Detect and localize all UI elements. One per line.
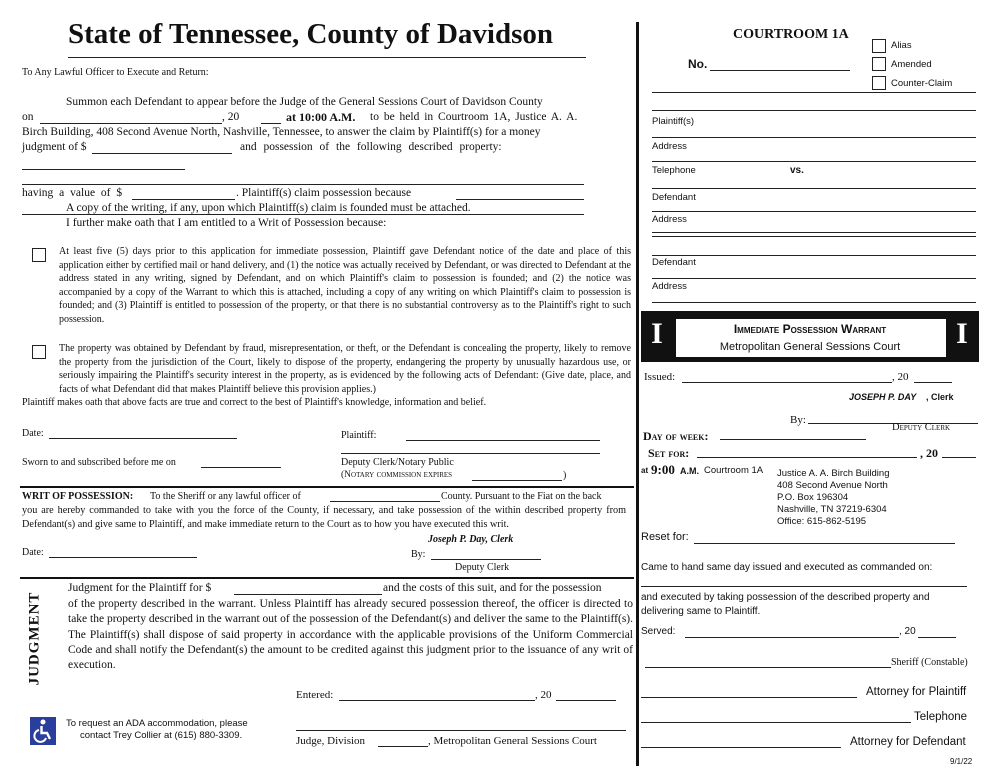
issued-year: , 20 (892, 371, 909, 383)
writ-by-label: By: (411, 549, 426, 560)
plaintiff-telephone-label: Telephone (652, 165, 696, 176)
courtroom-small: Courtroom 1A (704, 465, 764, 476)
served-year: , 20 (899, 626, 916, 637)
counter-claim-label: Counter-Claim (891, 78, 953, 89)
defendant1-address-field[interactable] (652, 232, 976, 233)
summons-line3: Birch Building, 408 Second Avenue North, Nashville, Tennessee, to answer the claim by Plaintiff(s) for a money (22, 126, 541, 138)
claim-because-label: . Plaintiff(s) claim possession because (236, 187, 412, 199)
came-to-hand-text: Came to hand same day issued and executed as commanded on: (641, 562, 933, 573)
writ-intro: To the Sheriff or any lawful officer of (150, 491, 301, 502)
writ-body: you are hereby commanded to take with you the force of the County, if necessary, and take possession of the within described property from Defendant(s) and give same to Plaintiff, and make immediate return to the Court as to how you have executed this writ. (22, 505, 626, 530)
possession-text: and possession of the following described property: (240, 141, 502, 153)
option1-text: At least five (5) days prior to this application for immediate possession, Plaintiff gave Defendant notice of the date and place of this application either by certified mail or hand delivery, and (1) the notice was actually received by Defendant, or was directed to Defendant at the address stated in any writing, signed by Defendant, and on which Plaintiff's claim to possession is founded; and (2) the notice was accompanied by a copy of the Warrant to which this is attached, including a copy of any writing on which Plaintiff's claim to possession is founded; and (3) Plaintiff is entitled to possession of the property, or that there is no substantial controversy as to the Plaintiff's right to such possession. (59, 246, 631, 325)
plaintiff-address-field[interactable] (652, 161, 976, 162)
warrant-court: Metropolitan General Sessions Court (719, 341, 901, 353)
property-value-field[interactable] (132, 199, 235, 200)
executed-by-text: and executed by taking possession of the described property and delivering same to Plaintiff. (641, 592, 930, 617)
court-address-line-4: Office: 615-862-5195 (777, 516, 867, 527)
defendant2-field[interactable] (652, 278, 976, 279)
defendant1-address-label: Address (652, 214, 687, 225)
sheriff-signature-field[interactable] (645, 667, 891, 668)
claim-reason-line-2[interactable] (22, 214, 584, 215)
court-address-line-0: Justice A. A. Birch Building (777, 468, 890, 479)
day-of-week-field[interactable] (720, 439, 866, 440)
alias-checkbox[interactable] (872, 39, 886, 53)
banner-letter-right: I (956, 317, 968, 350)
form-date: 9/1/22 (950, 757, 973, 766)
summons-on-label: on (22, 111, 34, 123)
money-judgment-field[interactable] (92, 153, 232, 154)
attorney-defendant-field[interactable] (641, 747, 841, 748)
writ-deputy-clerk: Deputy Clerk (455, 562, 510, 573)
judgment-of-label: judgment of $ (22, 141, 87, 153)
entered-year-field[interactable] (556, 700, 616, 701)
issued-label: Issued: (644, 371, 676, 383)
banner-letter-left: I (651, 317, 663, 350)
courtroom-heading: COURTROOM 1A (733, 27, 849, 42)
entered-date-field[interactable] (339, 700, 535, 701)
writing-copy-text: A copy of the writing, if any, upon which Plaintiff(s) claim is founded must be attached. (66, 202, 471, 214)
writ-bottom-rule (20, 577, 634, 579)
served-date-field[interactable] (685, 637, 899, 638)
writ-by-field[interactable] (431, 559, 541, 560)
judgment-side-label: JUDGMENT (26, 591, 43, 686)
court-label: , Metropolitan General Sessions Court (428, 735, 597, 747)
clerk-title: , Clerk (926, 392, 954, 402)
amended-checkbox[interactable] (872, 57, 886, 71)
clerk-name: JOSEPH P. DAY (849, 392, 917, 402)
claim-reason-field[interactable] (456, 199, 584, 200)
plaintiff-label: Plaintiff: (341, 430, 377, 441)
deputy-notary-label: Deputy Clerk/Notary Public (341, 457, 454, 468)
case-no-field[interactable] (710, 70, 850, 71)
telephone-field[interactable] (641, 722, 911, 723)
entered-year: , 20 (535, 689, 552, 701)
writ-heading: WRIT OF POSSESSION: (22, 491, 134, 502)
column-divider (636, 22, 639, 766)
issued-deputy-clerk: Deputy Clerk (892, 422, 951, 433)
writ-county-text: County. Pursuant to the Fiat on the back (441, 491, 602, 502)
writ-top-rule (20, 486, 634, 488)
attorney-plaintiff-field[interactable] (641, 697, 857, 698)
came-to-hand-field[interactable] (641, 586, 967, 587)
writ-date-field[interactable] (49, 557, 197, 558)
set-for-year-field[interactable] (942, 457, 976, 458)
sheriff-label: Sheriff (Constable) (891, 657, 968, 668)
party-rule-1 (652, 110, 976, 111)
writ-date-label: Date: (22, 547, 44, 558)
reset-for-label: Reset for: (641, 531, 689, 543)
writ-county-field[interactable] (330, 501, 440, 502)
date-label: Date: (22, 428, 44, 439)
property-line-1[interactable] (22, 169, 185, 170)
plaintiff-signature-field[interactable] (406, 440, 600, 441)
judge-signature-field[interactable] (296, 730, 626, 731)
set-for-label: Set for: (648, 446, 690, 460)
judgment-first: Judgment for the Plaintiff for $ (68, 582, 212, 594)
attorney-plaintiff-label: Attorney for Plaintiff (866, 686, 967, 698)
option2-text: The property was obtained by Defendant by fraud, misrepresentation, or theft, or the Defendant is concealing the property, likely to remove the property from the jurisdiction of the Court, likely to dispose of the property, endangering the property by unusually hazardous use, or seriously impairing the Plaintiff's security interest in the property, as is evidenced by the following acts of Defendant: (Give date, place, and facts of what Defendant did that makes Plaintiff believe this provision applies.) (59, 343, 631, 395)
notary-expires-field[interactable] (472, 480, 562, 481)
telephone-label: Telephone (914, 711, 968, 723)
notary-signature-field[interactable] (341, 453, 600, 454)
defendant2-label: Defendant (652, 257, 696, 268)
judgment-first-rest: and the costs of this suit, and for the possession (383, 582, 602, 594)
court-start-ampm: A.M. (680, 466, 699, 476)
attorney-defendant-label: Attorney for Defendant (850, 736, 966, 748)
warrant-title: Immediate Possession Warrant (733, 322, 887, 336)
sworn-label: Sworn to and subscribed before me on (22, 457, 176, 468)
day-of-week-label: Day of week: (643, 429, 709, 443)
court-time: at 10:00 A.M. (286, 110, 356, 124)
court-date-field[interactable] (40, 123, 222, 124)
set-for-field[interactable] (697, 457, 917, 458)
case-no-label: No. (688, 57, 708, 71)
plaintiff-party-field[interactable] (652, 137, 976, 138)
defendant1-label: Defendant (652, 192, 696, 203)
defendant1-address-field-2[interactable] (652, 236, 976, 237)
date-field[interactable] (49, 438, 237, 439)
page-title: State of Tennessee, County of Davidson (68, 18, 553, 50)
writ-clerk: Joseph P. Day, Clerk (428, 534, 514, 545)
entered-label: Entered: (296, 689, 334, 701)
value-of-label: having a value of $ (22, 187, 123, 199)
versus-label: vs. (790, 165, 804, 176)
plaintiff-address-label: Address (652, 141, 687, 152)
to-officer-text: To Any Lawful Officer to Execute and Return: (22, 67, 209, 78)
ada-line2: contact Trey Collier at (615) 880-3309. (80, 730, 243, 741)
summons-line1: Summon each Defendant to appear before the Judge of the General Sessions Court of Davidson County (66, 96, 543, 108)
defendant2-address-field[interactable] (652, 302, 976, 303)
division-field[interactable] (378, 746, 428, 747)
court-address-line-3: Nashville, TN 37219-6304 (777, 504, 887, 515)
amended-label: Amended (891, 59, 932, 70)
option2-checkbox[interactable] (32, 345, 46, 359)
summons-line2-rest: to be held in Courtroom 1A, Justice A. A. (370, 111, 578, 123)
judgment-amount-field[interactable] (234, 594, 382, 595)
option1-checkbox[interactable] (32, 248, 46, 262)
oath-true-text: Plaintiff makes oath that above facts are true and correct to the best of Plaintiff's knowledge, information and belief. (22, 397, 487, 408)
served-label: Served: (641, 626, 676, 637)
party-rule-0 (652, 92, 976, 93)
court-address-line-2: P.O. Box 196304 (777, 492, 849, 503)
court-year-field[interactable] (261, 123, 281, 124)
property-line-2[interactable] (22, 184, 584, 185)
at-prefix: at (641, 466, 649, 475)
ada-line1: To request an ADA accommodation, please (66, 718, 248, 729)
plaintiff-party-label: Plaintiff(s) (652, 116, 695, 127)
judge-division-label: Judge, Division (296, 735, 366, 747)
issued-year-field[interactable] (914, 382, 952, 383)
plaintiff-telephone-field[interactable] (652, 188, 976, 189)
notary-close-paren: ) (563, 470, 567, 481)
oath-text: I further make oath that I am entitled to a Writ of Possession because: (66, 217, 387, 229)
defendant2-address-label: Address (652, 281, 687, 292)
served-year-field[interactable] (918, 637, 956, 638)
reset-for-field[interactable] (694, 543, 955, 544)
issued-by-label: By: (790, 414, 806, 426)
accessibility-icon (30, 717, 56, 750)
judgment-body: of the property described in the warrant. Unless Plaintiff has already secured possession thereof, the officer is directed to take the property described in the warrant out of the possession of the Defendant(s) and deliver the same to the Plaintiff(s). The Plaintiff(s) shall dispose of said property in accordance with the applicable provisions of the Uniform Commercial Code and shall notify the Defendant(s) the amount to be credited against this judgment prior to the issuance of any writ of execution. (68, 598, 633, 672)
alias-label: Alias (891, 40, 912, 51)
defendant1-address-field-3[interactable] (652, 255, 976, 256)
counter-claim-checkbox[interactable] (872, 76, 886, 90)
issued-date-field[interactable] (682, 382, 892, 383)
title-rule (68, 57, 586, 58)
court-start-time: 9:00 (651, 462, 675, 477)
sworn-date-field[interactable] (201, 467, 281, 468)
notary-expires-label: (Notary commission expires (341, 470, 453, 480)
summons-year-prefix: , 20 (222, 111, 240, 123)
court-address-line-1: 408 Second Avenue North (777, 480, 888, 491)
set-for-year: , 20 (920, 446, 938, 460)
defendant1-field[interactable] (652, 211, 976, 212)
